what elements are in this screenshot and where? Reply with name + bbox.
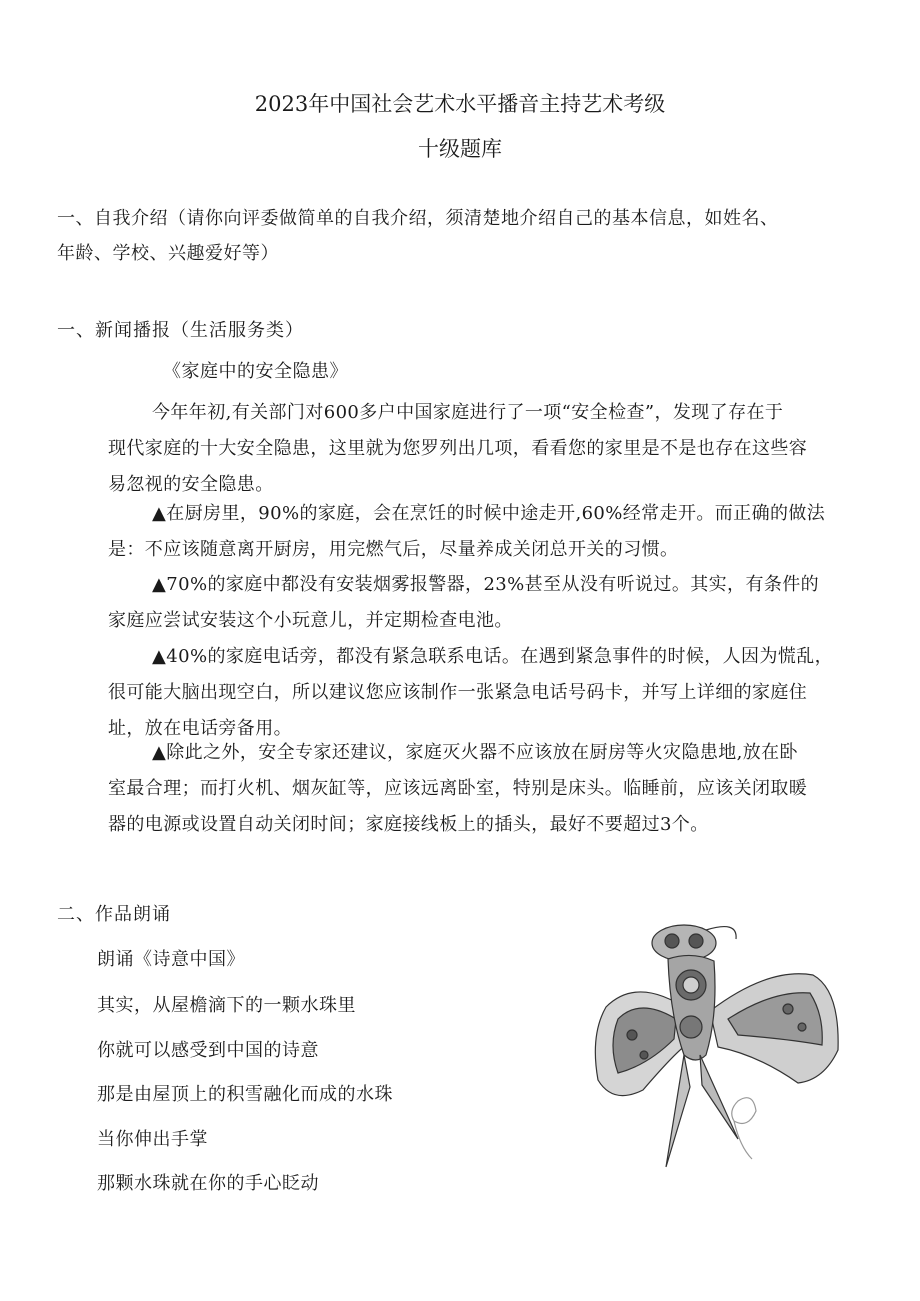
poem-line: 其实，从屋檐滴下的一颗水珠里 <box>97 995 356 1016</box>
paragraph-line: 很可能大脑出现空白，所以建议您应该制作一张紧急电话号码卡，并写上详细的家庭住 <box>108 682 808 703</box>
news-paragraph <box>108 567 868 639</box>
news-paragraph <box>108 395 868 503</box>
intro-section-line-2: 年龄、学校、兴趣爱好等） <box>57 243 279 264</box>
kite-swallow-illustration <box>588 915 843 1175</box>
paragraph-line: ▲在厨房里，90%的家庭，会在烹饪的时候中途走开,60%经常走开。而正确的做法 <box>152 503 826 524</box>
document-subtitle: 十级题库 <box>418 137 502 161</box>
paragraph-line: 址，放在电话旁备用。 <box>108 718 292 739</box>
news-paragraph <box>108 639 868 747</box>
document-title: 2023年中国社会艺术水平播音主持艺术考级 <box>254 92 666 116</box>
paragraph-line: 易忽视的安全隐患。 <box>108 474 274 495</box>
paragraph-line: 器的电源或设置自动关闭时间；家庭接线板上的插头，最好不要超过3个。 <box>108 814 709 835</box>
poem-line: 你就可以感受到中国的诗意 <box>97 1040 319 1061</box>
paragraph-line: 现代家庭的十大安全隐患，这里就为您罗列出几项，看看您的家里是不是也存在这些容 <box>108 438 808 459</box>
poem-line: 当你伸出手掌 <box>97 1129 208 1150</box>
recital-section-heading: 二、作品朗诵 <box>57 904 171 925</box>
paragraph-line: 室最合理；而打火机、烟灰缸等，应该远离卧室，特别是床头。临睡前，应该关闭取暖 <box>108 778 808 799</box>
paragraph-line: ▲70%的家庭中都没有安装烟雾报警器，23%甚至从没有听说过。其实，有条件的 <box>152 574 820 595</box>
paragraph-line: 家庭应尝试安装这个小玩意儿，并定期检查电池。 <box>108 610 513 631</box>
poem-line: 那颗水珠就在你的手心眨动 <box>97 1173 319 1194</box>
news-section-heading: 一、新闻播报（生活服务类） <box>57 320 304 341</box>
news-article-title: 《家庭中的安全隐患》 <box>163 361 348 382</box>
poem-line: 那是由屋顶上的积雪融化而成的水珠 <box>97 1084 393 1105</box>
paragraph-line: ▲除此之外，安全专家还建议，家庭灭火器不应该放在厨房等火灾隐患地,放在卧 <box>152 742 798 763</box>
paragraph-line: ▲40%的家庭电话旁，都没有紧急联系电话。在遇到紧急事件的时候，人因为慌乱， <box>152 646 834 667</box>
paragraph-line: 是：不应该随意离开厨房，用完燃气后，尽量养成关闭总开关的习惯。 <box>108 539 679 560</box>
intro-section-line-1: 一、自我介绍（请你向评委做简单的自我介绍，须清楚地介绍自己的基本信息，如姓名、 <box>57 208 779 229</box>
paragraph-line: 今年年初,有关部门对600多户中国家庭进行了一项“安全检查”，发现了存在于 <box>152 402 784 423</box>
poem-line: 朗诵《诗意中国》 <box>97 949 245 970</box>
news-paragraph <box>108 496 868 568</box>
news-paragraph <box>108 735 868 843</box>
